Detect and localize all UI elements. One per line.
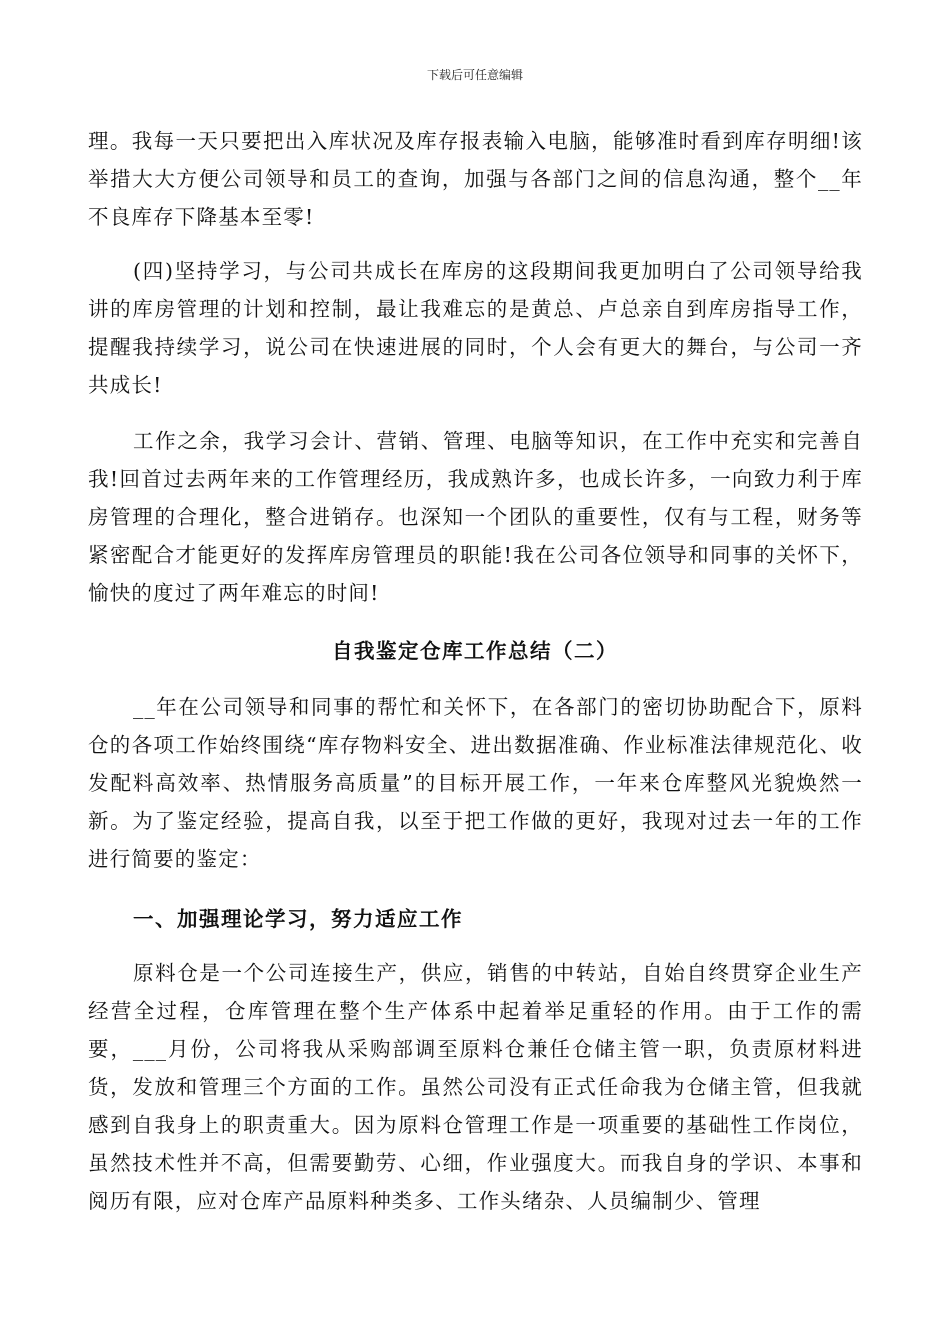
- paragraph-1: 理。我每一天只要把出入库状况及库存报表输入电脑，能够准时看到库存明细!该举措大大方便公司领导和员工的查询，加强与各部门之间的信息沟通，整个__年不良库存下降基本至零!: [88, 129, 863, 229]
- section-heading-1: 一、加强理论学习，努力适应工作: [133, 907, 463, 931]
- paragraph-4: __年在公司领导和同事的帮忙和关怀下，在各部门的密切协助配合下，原料仓的各项工作始终围绕“库存物料安全、进出数据准确、作业标准法律规范化、收发配料高效率、热情服务高质量”的目标开展工作，一年来仓库整风光貌焕然一新。为了鉴定经验，提高自我，以至于把工作做的更好，我现对过去一年的工作进行简要的鉴定：: [88, 695, 863, 871]
- paragraph-5: 原料仓是一个公司连接生产，供应，销售的中转站，自始自终贯穿企业生产经营全过程，仓库管理在整个生产体系中起着举足重轻的作用。由于工作的需要，___月份，公司将我从采购部调至原料仓兼任仓储主管一职，负责原材料进货，发放和管理三个方面的工作。虽然公司没有正式任命我为仓储主管，但我就感到自我身上的职责重大。因为原料仓管理工作是一项重要的基础性工作岗位，虽然技术性并不高，但需要勤劳、心细，作业强度大。而我自身的学识、本事和阅历有限，应对仓库产品原料种类多、工作头绪杂、人员编制少、管理: [88, 961, 863, 1213]
- section-title: 自我鉴定仓库工作总结（二）: [332, 639, 618, 663]
- paragraph-3: 工作之余，我学习会计、营销、管理、电脑等知识，在工作中充实和完善自我!回首过去两年来的工作管理经历，我成熟许多，也成长许多，一向致力利于库房管理的合理化，整合进销存。也深知一个团队的重要性，仅有与工程，财务等紧密配合才能更好的发挥库房管理员的职能!我在公司各位领导和同事的关怀下，愉快的度过了两年难忘的时间!: [88, 429, 863, 605]
- header-note: 下载后可任意编辑: [426, 68, 523, 82]
- paragraph-2: (四)坚持学习，与公司共成长在库房的这段期间我更加明白了公司领导给我讲的库房管理的计划和控制，最让我难忘的是黄总、卢总亲自到库房指导工作，提醒我持续学习，说公司在快速进展的同时，个人会有更大的舞台，与公司一齐共成长!: [88, 259, 863, 397]
